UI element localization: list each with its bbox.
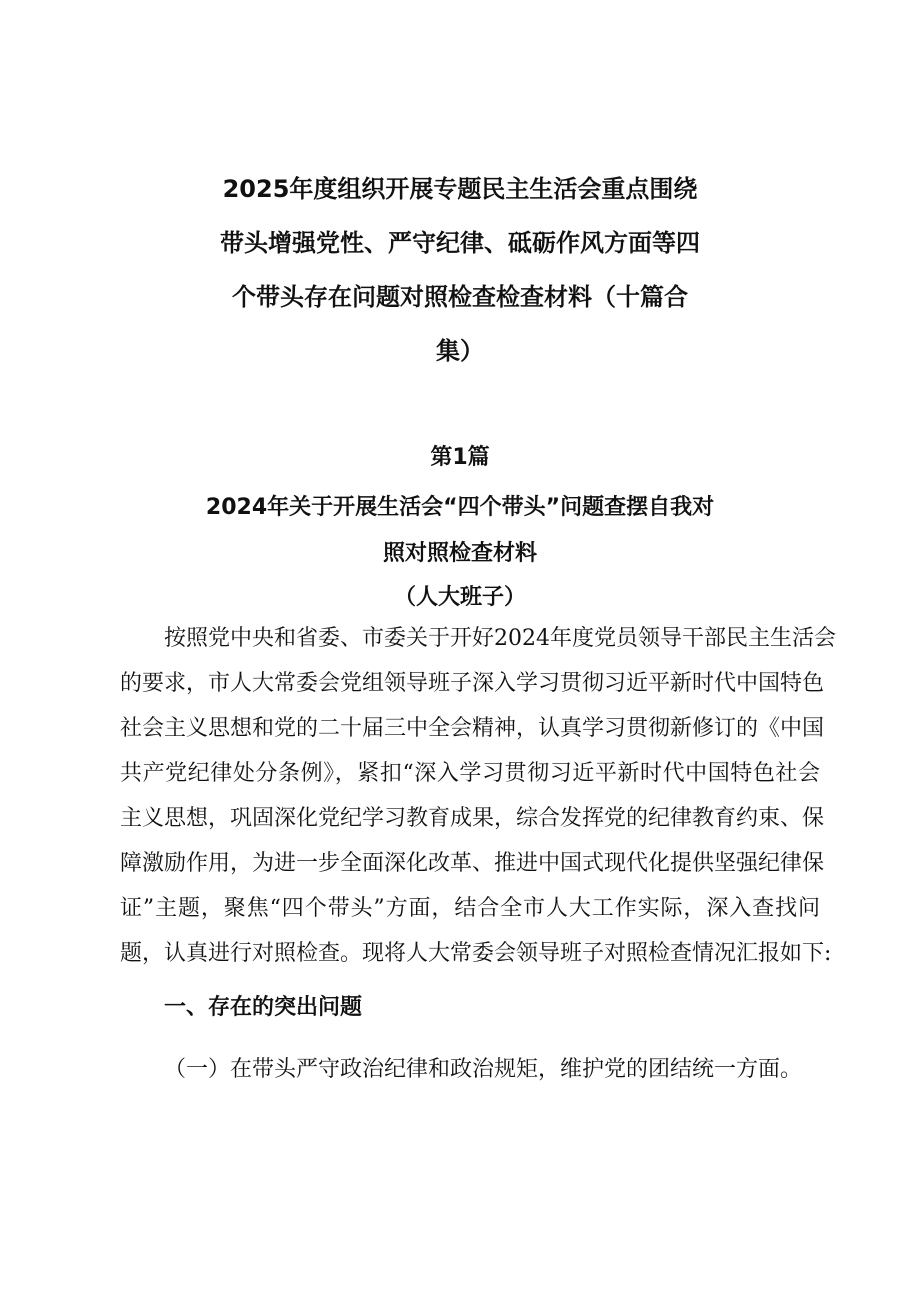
chapter-title-line: 照对照检查材料 <box>382 541 537 566</box>
body-line: 社会主义思想和党的二十届三中全会精神，认真学习贯彻新修订的《中国 <box>120 716 825 741</box>
body-line: 的要求，市人大常委会党组领导班子深入学习贯彻习近平新时代中国特色 <box>120 671 825 696</box>
body-line: 主义思想，巩固深化党纪学习教育成果，综合发挥党的纪律教育约束、保 <box>120 806 825 831</box>
title-line: 2025年度组织开展专题民主生活会重点围绕 <box>222 175 698 203</box>
title-line: 带头增强党性、严守纪律、砥砺作风方面等四 <box>220 229 700 257</box>
chapter-label: 第1篇 <box>430 445 490 470</box>
body-line: 障激励作用，为进一步全面深化改革、推进中国式现代化提供坚强纪律保 <box>120 851 825 876</box>
subsection-heading: （一）在带头严守政治纪律和政治规矩，维护党的团结统一方面。 <box>164 1057 803 1082</box>
body-line: 按照党中央和省委、市委关于开好2024年度党员领导干部民主生活会 <box>164 626 836 651</box>
body-line: 题，认真进行对照检查。现将人大常委会领导班子对照检查情况汇报如下: <box>120 941 832 966</box>
chapter-title-line: 2024年关于开展生活会“四个带头”问题查摆自我对 <box>205 495 715 520</box>
title-line: 个带头存在问题对照检查检查材料（十篇合 <box>232 283 688 311</box>
body-paragraph <box>120 616 836 976</box>
document-title <box>130 162 790 378</box>
section-heading: 一、存在的突出问题 <box>164 995 363 1020</box>
chapter-subtitle: （人大班子） <box>393 585 526 610</box>
body-line: 证”主题，聚焦“四个带头”方面，结合全市人大工作实际，深入查找问 <box>120 896 820 921</box>
title-line: 集） <box>436 337 484 365</box>
body-line: 共产党纪律处分条例》，紧扣“深入学习贯彻习近平新时代中国特色社会 <box>120 761 820 786</box>
